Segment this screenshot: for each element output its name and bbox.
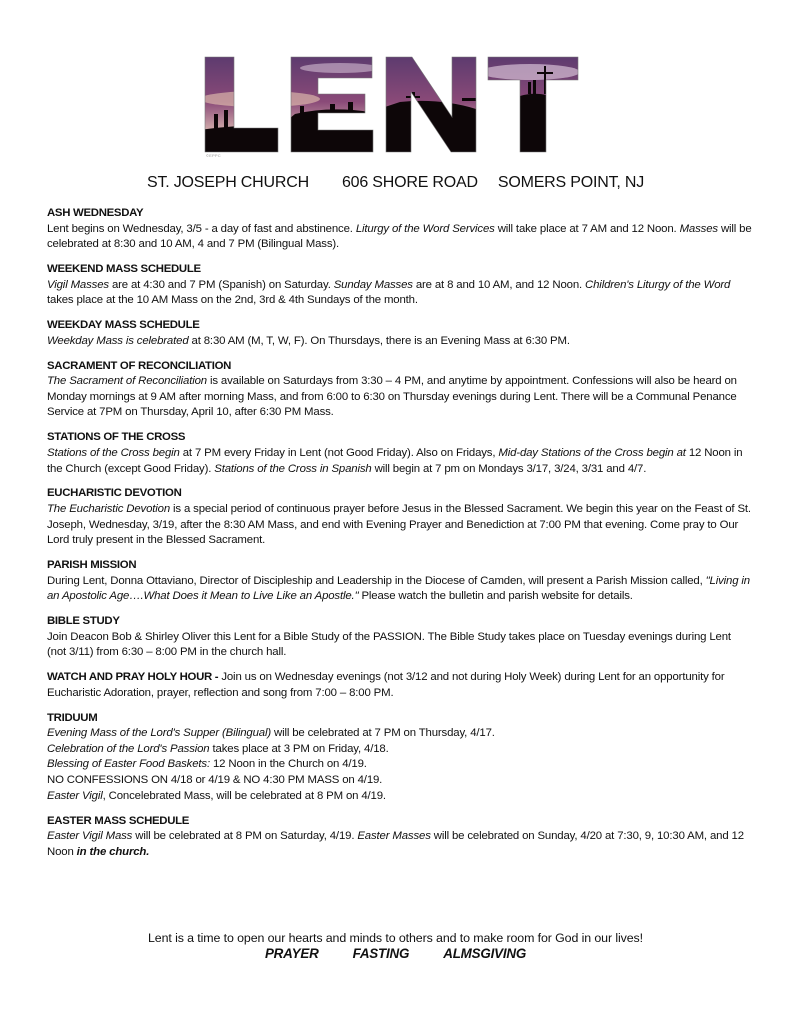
section-title: WEEKEND MASS SCHEDULE bbox=[47, 263, 201, 276]
church-city: SOMERS POINT, NJ bbox=[497, 174, 645, 191]
section-weekend-mass bbox=[47, 262, 752, 309]
text: is available on Saturdays from 3:30 – 4 PM, and anytime by appointment. Confessions will also be heard on Monday mornings at 9 AM after morning Mass, and from 6:00 to 6:30 on Thursday evenings during Lent. There will be a Communal Penance Service at 7PM on Thursday, April 10, after 6:30 PM Mass. bbox=[47, 375, 737, 419]
section-title: STATIONS OF THE CROSS bbox=[47, 431, 186, 444]
text: 12 Noon in the Church on 4/19. bbox=[209, 758, 367, 771]
section-body bbox=[47, 502, 752, 549]
section-easter-mass bbox=[47, 814, 752, 861]
section-title: SACRAMENT OF RECONCILIATION bbox=[47, 359, 232, 372]
text-italic: Liturgy of the Word Services bbox=[355, 222, 495, 235]
text: takes place at 3 PM on Friday, 4/18. bbox=[209, 742, 389, 755]
section-reconciliation bbox=[47, 359, 752, 421]
text: will be celebrated at 7 PM on Thursday, 4/17. bbox=[271, 727, 495, 740]
section-title: WATCH AND PRAY HOLY HOUR - bbox=[47, 671, 219, 684]
section-eucharistic-devotion bbox=[47, 486, 752, 548]
section-title: WEEKDAY MASS SCHEDULE bbox=[47, 319, 200, 332]
triduum-line: NO CONFESSIONS ON 4/18 or 4/19 & NO 4:30 PM MASS on 4/19. bbox=[47, 774, 383, 787]
text-italic: The Sacrament of Reconciliation bbox=[47, 375, 207, 388]
lenten-pillars bbox=[0, 946, 791, 961]
text-italic: Stations of the Cross in Spanish bbox=[214, 462, 372, 475]
section-title: PARISH MISSION bbox=[47, 559, 137, 572]
pillar-prayer: PRAYER bbox=[264, 946, 319, 961]
triduum-line bbox=[47, 757, 752, 773]
section-body bbox=[47, 829, 752, 860]
text: 12 Noon in the Church (except Good Friday). bbox=[47, 446, 743, 475]
text-italic: Stations of the Cross begin bbox=[47, 446, 180, 459]
section-bible-study bbox=[47, 614, 752, 661]
section-parish-mission bbox=[47, 558, 752, 605]
text-italic: Evening Mass of the Lord's Supper (Bilingual) bbox=[47, 727, 271, 740]
section-holy-hour bbox=[47, 670, 752, 701]
schedule-content bbox=[47, 206, 752, 870]
text-italic: Vigil Masses bbox=[47, 278, 109, 291]
section-body bbox=[47, 334, 752, 350]
section-title: ASH WEDNESDAY bbox=[47, 207, 144, 219]
text-italic: "Living in an Apostolic Age….What Does it Mean to Live Like an Apostle." bbox=[47, 574, 750, 603]
section-ash-wednesday bbox=[47, 206, 752, 253]
text: Lent begins on Wednesday, 3/5 - a day of fast and abstinence. bbox=[47, 222, 356, 235]
text: will begin at 7 pm on Mondays 3/17, 3/24, 3/31 and 4/7. bbox=[371, 462, 647, 475]
text: are at 4:30 and 7 PM (Spanish) on Saturday. bbox=[108, 278, 334, 291]
section-body bbox=[47, 222, 752, 253]
church-name: ST. JOSEPH CHURCH bbox=[146, 174, 309, 191]
section-body bbox=[47, 446, 752, 477]
text: takes place at the 10 AM Mass on the 2nd, 3rd & 4th Sundays of the month. bbox=[47, 294, 418, 307]
text: at 8:30 AM (M, T, W, F). On Thursdays, there is an Evening Mass at 6:30 PM. bbox=[188, 334, 570, 347]
triduum-line bbox=[47, 742, 752, 758]
section-weekday-mass bbox=[47, 318, 752, 349]
text-italic: Easter Vigil bbox=[47, 789, 103, 802]
section-title: BIBLE STUDY bbox=[47, 615, 120, 628]
section-body bbox=[47, 574, 752, 605]
text-italic: Weekday Mass is celebrated bbox=[47, 334, 189, 347]
text-italic: Sunday Masses bbox=[333, 278, 413, 291]
section-title: EASTER MASS SCHEDULE bbox=[47, 814, 190, 827]
text: will be celebrated at 8 PM on Saturday, 4/19. bbox=[132, 830, 358, 843]
text-italic: Masses bbox=[679, 222, 718, 235]
section-triduum bbox=[47, 711, 752, 805]
text: Join us on Wednesday evenings (not 3/12 and not during Holy Week) during Lent for an opportunity for Eucharistic Adoration, prayer, reflection and song from 7:00 – 8:00 PM. bbox=[47, 671, 725, 699]
section-body: Join Deacon Bob & Shirley Oliver this Lent for a Bible Study of the PASSION. The Bible Study takes place on Tuesday evenings during Lent (not 3/11) from 6:30 – 8:00 PM in the church hall. bbox=[47, 630, 731, 659]
text-italic: Mid-day Stations of the Cross begin at bbox=[498, 446, 686, 459]
section-stations-of-the-cross bbox=[47, 430, 752, 477]
text: at 7 PM every Friday in Lent (not Good Friday). Also on Fridays, bbox=[179, 446, 499, 459]
text-italic: Children's Liturgy of the Word bbox=[585, 278, 731, 291]
text: is a special period of continuous prayer before Jesus in the Blessed Sacrament. We begin this year on the Feast of St. Joseph, Wednesday, 3/19, after the 8:30 AM Mass, and end with Evening Prayer and Benediction at 7:00 PM that evening. Come pray to Our Lord truly present in the Blessed Sacrament. bbox=[47, 502, 751, 547]
text: will be celebrated on Sunday, 4/20 at 7:30, 9, 10:30 AM, and 12 Noon bbox=[47, 830, 744, 858]
logo-copyright: ©EPPC bbox=[206, 153, 221, 158]
footer-message: Lent is a time to open our hearts and minds to others and to make room for God in our lives! bbox=[148, 931, 643, 945]
text: , Concelebrated Mass, will be celebrated at 8 PM on 4/19. bbox=[102, 789, 386, 802]
text-bold-italic: in the church. bbox=[76, 845, 150, 858]
pillar-almsgiving: ALMSGIVING bbox=[443, 946, 527, 961]
section-body bbox=[47, 374, 752, 421]
section-title: TRIDUUM bbox=[47, 711, 98, 724]
section-body bbox=[47, 278, 752, 309]
section-title: EUCHARISTIC DEVOTION bbox=[47, 487, 182, 500]
text: Please watch the bulletin and parish website for details. bbox=[358, 590, 633, 603]
text: During Lent, Donna Ottaviano, Director of Discipleship and Leadership in the Diocese of Camden, will present a Parish Mission called, bbox=[47, 574, 706, 587]
text: will be celebrated at 8:30 and 10 AM, 4 and 7 PM (Bilingual Mass). bbox=[47, 222, 752, 251]
text: will take place at 7 AM and 12 Noon. bbox=[494, 222, 680, 235]
triduum-line bbox=[47, 726, 752, 742]
triduum-line bbox=[47, 789, 752, 805]
text-italic: Blessing of Easter Food Baskets: bbox=[47, 758, 210, 771]
text-italic: The Eucharistic Devotion bbox=[47, 502, 171, 515]
text: are at 8 and 10 AM, and 12 Noon. bbox=[412, 278, 586, 291]
church-header bbox=[0, 174, 791, 192]
text-italic: Easter Masses bbox=[357, 830, 431, 843]
lent-logo-image bbox=[200, 54, 584, 160]
text-italic: Easter Vigil Mass bbox=[47, 830, 133, 843]
text-italic: Celebration of the Lord's Passion bbox=[47, 742, 210, 755]
section-body bbox=[47, 670, 752, 701]
pillar-fasting: FASTING bbox=[352, 946, 410, 961]
church-address: 606 SHORE ROAD bbox=[341, 174, 478, 191]
